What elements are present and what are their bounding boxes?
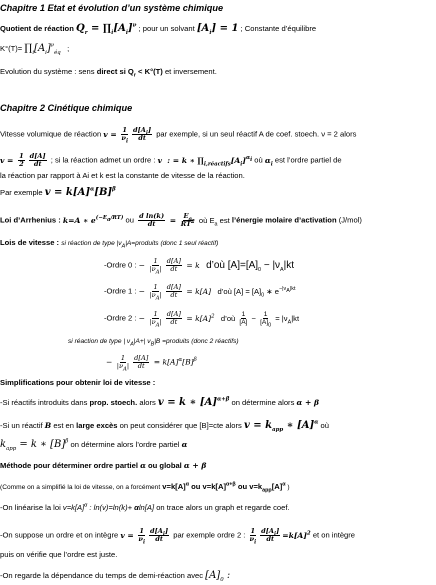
order0-line [104,257,295,276]
simplif2-line [0,421,329,431]
kapp-formula: $k_{app} = k$ ∗ $[B]^\beta$ [0,438,69,452]
quotient-line [0,24,316,34]
half-formula: $[A]_0$ : [205,570,231,583]
kapp-suffix: on détermine alors l’ordre partiel α [70,440,188,449]
half-line [0,571,230,581]
order-text: ; si la réaction admet un ordre : [50,155,156,165]
quotient-label: Quotient de réaction [0,24,74,33]
lin-suffix: on trace alors un graph et regarde coef. [156,503,290,512]
order1-line [104,283,296,302]
arrhenius-line [0,213,362,228]
solvent-text: ; pour un solvant [138,24,195,33]
inverse-text: et inversement. [164,67,217,76]
arrhenius-or: ou [125,215,134,225]
suppose-prefix: -On suppose un ordre et on intègre [0,530,119,540]
suppose-suffix: et on intègre [312,530,356,540]
arrhenius-label: Loi d’Arrhenius : [0,215,61,225]
example-formula: $v = k[A]^\alpha[B]^\beta$ [44,186,116,198]
simplif1-mid: alors [139,398,156,407]
speed-prefix: Vitesse volumique de réaction [0,129,102,139]
simplif1-line [0,398,319,408]
suppose-formula: v = $\frac{1}{\nu_i}$ $\frac{d[A_i]}{dt}$ [120,527,169,546]
simplif2-b: B [44,421,52,430]
arrhenius-suffix: où $E_a$ est [198,215,230,228]
method-formulas: $v=k[A]^\alpha$ ou $v=k[A]^{\alpha+\beta}$ ou $v=k_{app}[A]^\alpha$ [162,481,286,494]
laws-line [0,238,218,249]
simplif2-where: où [320,421,329,430]
order0-formula: − $\frac{1}{|\nu_A|}$ $\frac{d[A]}{dt}$ = k [138,257,200,276]
simplif1-prefix: -Si réactifs introduits dans [0,398,88,407]
k-constant-line [0,44,69,54]
quotient-formula: $Q_r$ = $\prod_i[A_i]^\nu$ [75,22,137,36]
speed-suffix: par exemple, si un seul réactif A de coef. stoech. ν = 2 alors [156,129,357,139]
order2-label: -Ordre 2 : [104,313,137,323]
simplif2-formula: $v = k_{app}$ ∗ $[A]^\alpha$ [243,419,319,433]
order-line [0,153,342,168]
laws-note: si réaction de type $|\nu_A|A=produits$ (donc 1 seul réactif) [61,240,219,250]
two-reactants-note: si réaction de type | $\nu_A|A+|$ $\nu_B|B$ =produits (donc 2 réactifs) [68,338,239,348]
method-note-line: (Comme on a simplifié la loi de vitesse, on a forcément $v=k[A]^\alpha$ ou $v=k[A]^{\alpha+\beta}$ ou $v=k_{app}[A]^\alpha$ ) [0,481,290,494]
simplif1-suffix: on détermine alors α + β [231,398,320,407]
simplif-label: Simplifications pour obtenir loi de vitesse : [0,378,156,387]
simplif1-bold: prop. stoech. [89,398,138,407]
verify-line: puis on vérifie que l’ordre est juste. [0,550,118,559]
method-note: (Comme on a simplifié la loi de vitesse, on a forcément [0,484,161,491]
order1-result: d’où $[A] = [A]_0$ ∗ $e^{-|\nu_A|kt}$ [217,285,296,299]
v-half-formula: v = $\frac{1}{2}$ $\frac{d[A]}{dt}$ [0,152,46,168]
evolution-text: Evolution du système : sens [0,67,95,76]
simplif2-text: on peut considérer que [B]=cte alors [119,421,242,430]
speed-formula: v = $\frac{1}{\nu_i}$ $\frac{d[A_i]}{dt}$ [103,126,152,145]
equilibrium-text: ; Constante d’équilibre [240,24,317,33]
order2-formula: − $\frac{1}{|\nu_A|}$ $\frac{d[A]}{dt}$ = $k[A]^2$ [138,310,215,329]
order-formula: v : = k ∗ $\prod_{i,réactifs}[A_i]^{\alpha_i}$ [157,154,253,168]
line6: la réaction par rapport à Ai et k est la constante de vitesse de la réaction. [0,171,245,180]
half-text: -On regarde la dépendance du temps de demi-réaction avec [0,571,204,580]
arrhenius-formula2: $\frac{\text{d ln(k)}}{dt}$ = $\frac{E_a}{RT^2}$ [139,212,195,228]
lin-formula: $v=k[A]^\alpha$ : ln(v)=ln(k)+ αln[A] [62,502,155,512]
simplif2-bold: large excès [76,421,118,430]
arrhenius-unit: (J/mol) [338,215,362,225]
solvent-formula: $[A_i] = 1$ [196,23,239,36]
example-line [0,188,116,198]
order1-label: -Ordre 1 : [104,286,137,296]
chapter2-title: Chapitre 2 Cinétique chimique [0,103,133,113]
partial-order-text: où $\alpha_i$ est l’ordre partiel de [254,155,342,168]
speed-line [0,126,357,145]
method-label: Méthode pour déterminer ordre partiel α ou global α + β [0,461,207,470]
order2-result: d’où $\frac{1}{[A]}$ − $\frac{1}{[A]_0}$ = $|\nu_A|kt$ [220,311,300,329]
order0-result: d’où $[A]=[A]_0 - |\nu_A|kt$ [206,259,295,273]
chapter1-title: Chapitre 1 Etat et évolution d’un système chimique [0,3,224,13]
arrhenius-formula: k=A ∗ $e^{(-E_a/RT)}$ [62,214,124,225]
kapp-line [0,440,187,450]
laws-label: Lois de vitesse : [0,238,60,247]
simplif2-prefix: -Si un réactif [0,421,43,430]
suppose-line [0,527,356,546]
arrhenius-energy: l’énergie molaire d’activation [231,215,337,225]
example-prefix: Par exemple [0,188,43,197]
suppose-formula2: $\frac{1}{\nu_i}$ $\frac{d[A_i]}{dt}$ $=k[A]^2$ [249,527,311,546]
direct-label: direct si $Q_r < K^\circ(T)$ [96,67,163,79]
order0-label: -Ordre 0 : [104,260,137,270]
method-line [0,461,206,471]
order1-formula: − $\frac{1}{|\nu_A|}$ $\frac{d[A]}{dt}$ = k[A] [138,283,212,302]
suppose-mid: par exemple ordre 2 : [173,530,246,540]
evolution-line [0,67,217,77]
k-constant-formula: $K^\circ(T)= \prod_i[A_i]^\nu_{éq}$ ; [0,42,70,56]
order2-line [104,310,300,329]
two-reactants-formula: − $\frac{1}{|\nu_A|}$ $\frac{d[A]}{dt}$ = $k[A]^\alpha[B]^\beta$ [106,354,197,373]
lin-prefix: -On linéarise la loi [0,503,61,512]
simplif2-mid: est en [53,421,74,430]
simplif1-formula: v = k ∗ $[A]^{\alpha+\beta}$ [157,396,230,408]
linearise-line [0,503,290,513]
